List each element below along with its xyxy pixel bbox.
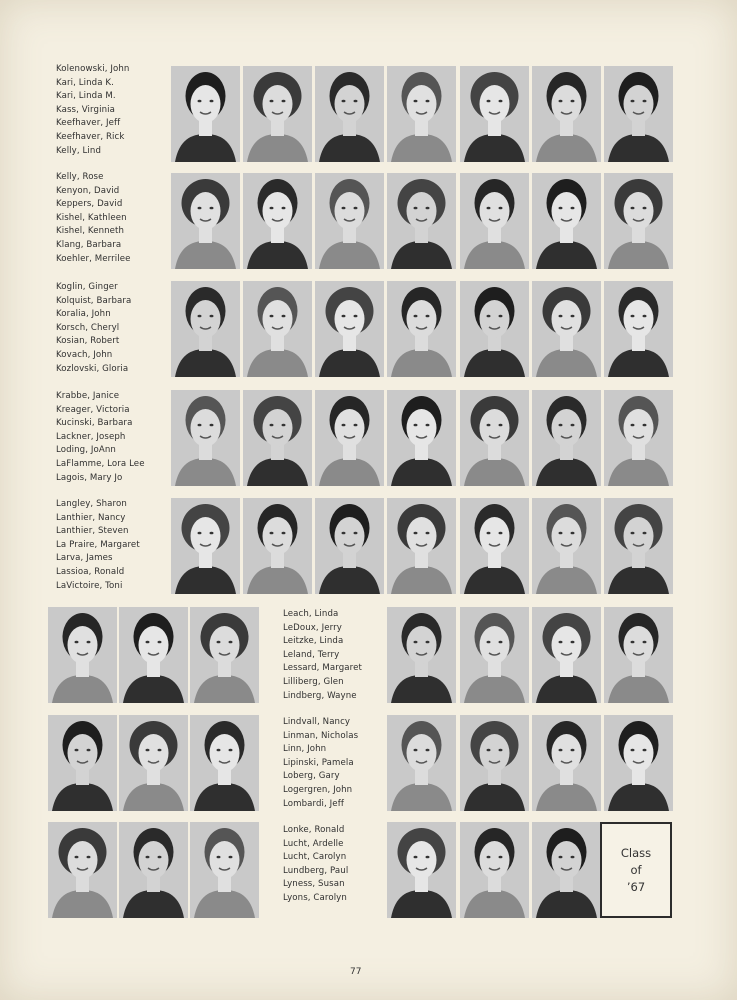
- student-name: Lagois, Mary Jo: [56, 472, 123, 483]
- student-name: Kishel, Kenneth: [56, 226, 125, 237]
- student-portrait: [532, 173, 601, 269]
- student-name: Lipinski, Pamela: [283, 757, 354, 768]
- student-portrait: [243, 66, 312, 162]
- student-name: Kosian, Robert: [56, 336, 120, 347]
- student-name: Kucinski, Barbara: [56, 418, 133, 429]
- student-name: Lonke, Ronald: [283, 825, 345, 835]
- student-name: Kelly, Rose: [56, 172, 104, 182]
- student-name: Loberg, Gary: [283, 771, 340, 782]
- student-portrait: [243, 173, 312, 269]
- student-portrait: [48, 822, 117, 918]
- student-name: Koehler, Merrilee: [56, 253, 131, 264]
- student-name: Lanthier, Steven: [56, 526, 129, 537]
- student-portrait: [460, 173, 529, 269]
- student-name: Leach, Linda: [283, 609, 339, 619]
- name-list-4: [56, 390, 145, 485]
- student-portrait: [460, 498, 529, 594]
- page-number: 77: [350, 967, 362, 977]
- student-portrait: [171, 281, 240, 377]
- student-name: Lucht, Carolyn: [283, 852, 347, 863]
- student-portrait: [532, 281, 601, 377]
- student-portrait: [532, 715, 601, 811]
- class-box-line: of: [630, 862, 642, 877]
- student-portrait: [315, 498, 384, 594]
- student-portrait: [119, 607, 188, 703]
- class-box-line: Class: [620, 845, 652, 860]
- student-name: Leitzke, Linda: [283, 636, 344, 647]
- student-name: LaFlamme, Lora Lee: [56, 458, 145, 469]
- student-name: Kishel, Kathleen: [56, 212, 127, 223]
- student-portrait: [604, 498, 673, 594]
- student-name: Keppers, David: [56, 199, 123, 210]
- student-name: La Praire, Margaret: [56, 539, 140, 550]
- student-portrait: [315, 281, 384, 377]
- student-name: Kolquist, Barbara: [56, 295, 132, 306]
- student-name: Lucht, Ardelle: [283, 838, 344, 849]
- student-name: Klang, Barbara: [56, 239, 122, 250]
- student-portrait: [48, 715, 117, 811]
- student-portrait: [460, 822, 529, 918]
- student-name: Lyness, Susan: [283, 879, 345, 890]
- student-portrait: [387, 66, 456, 162]
- student-portrait: [532, 498, 601, 594]
- student-portrait: [460, 66, 529, 162]
- student-portrait: [119, 822, 188, 918]
- student-portrait: [604, 281, 673, 377]
- student-name: Lessard, Margaret: [283, 663, 362, 674]
- student-portrait: [460, 390, 529, 486]
- student-name: Leland, Terry: [283, 649, 340, 660]
- student-name: Logergren, John: [283, 784, 353, 795]
- student-portrait: [604, 715, 673, 811]
- name-list-5: [56, 498, 140, 593]
- student-name: Kari, Linda K.: [56, 77, 114, 88]
- student-portrait: [243, 390, 312, 486]
- name-list-8: [283, 824, 348, 906]
- student-portrait: [460, 281, 529, 377]
- student-portrait: [387, 607, 456, 703]
- student-portrait: [243, 498, 312, 594]
- student-name: Keefhaver, Rick: [56, 131, 125, 142]
- student-portrait: [387, 822, 456, 918]
- student-name: Keefhaver, Jeff: [56, 118, 121, 129]
- student-name: Linman, Nicholas: [283, 730, 359, 741]
- student-portrait: [171, 66, 240, 162]
- student-portrait: [387, 715, 456, 811]
- student-name: Krabbe, Janice: [56, 391, 120, 401]
- student-name: Lilliberg, Glen: [283, 676, 344, 687]
- student-name: Kass, Virginia: [56, 104, 115, 115]
- student-name: Lundberg, Paul: [283, 865, 349, 876]
- student-portrait: [532, 607, 601, 703]
- student-portrait: [387, 390, 456, 486]
- student-portrait: [604, 66, 673, 162]
- student-portrait: [532, 66, 601, 162]
- student-name: Lanthier, Nancy: [56, 512, 126, 523]
- student-portrait: [171, 498, 240, 594]
- student-name: Kari, Linda M.: [56, 91, 116, 102]
- student-name: LaVictoire, Toni: [56, 580, 123, 591]
- name-list-1: [56, 63, 129, 158]
- student-portrait: [532, 390, 601, 486]
- student-name: Koglin, Ginger: [56, 282, 118, 292]
- student-name: Kenyon, David: [56, 185, 120, 196]
- student-portrait: [387, 173, 456, 269]
- class-box-line: ’67: [626, 879, 646, 894]
- student-portrait: [604, 390, 673, 486]
- student-portrait: [315, 390, 384, 486]
- student-portrait: [48, 607, 117, 703]
- student-name: Kozlovski, Gloria: [56, 363, 129, 374]
- student-name: Lackner, Joseph: [56, 431, 126, 442]
- student-portrait: [190, 607, 259, 703]
- student-portrait: [190, 822, 259, 918]
- student-portrait: [243, 281, 312, 377]
- student-portrait: [190, 715, 259, 811]
- student-name: Lassioa, Ronald: [56, 566, 125, 577]
- name-list-7: [283, 716, 358, 811]
- student-portrait: [119, 715, 188, 811]
- student-portrait: [387, 498, 456, 594]
- name-list-3: [56, 281, 131, 376]
- student-name: Kovach, John: [56, 349, 113, 360]
- student-name: Kolenowski, John: [56, 64, 130, 74]
- student-name: Koralia, John: [56, 309, 111, 320]
- student-portrait: [460, 607, 529, 703]
- name-list-6: [283, 608, 362, 703]
- student-name: LeDoux, Jerry: [283, 622, 342, 633]
- student-portrait: [387, 281, 456, 377]
- student-portrait: [171, 173, 240, 269]
- student-name: Larva, James: [56, 553, 113, 564]
- student-name: Lombardi, Jeff: [283, 798, 344, 809]
- student-name: Loding, JoAnn: [56, 445, 116, 456]
- student-portrait: [171, 390, 240, 486]
- student-portrait: [604, 607, 673, 703]
- student-portrait: [315, 66, 384, 162]
- student-portrait: [532, 822, 601, 918]
- student-name: Korsch, Cheryl: [56, 322, 120, 333]
- name-list-2: [56, 171, 131, 266]
- student-name: Langley, Sharon: [56, 499, 127, 509]
- class-of-67-box: [600, 822, 672, 918]
- student-portrait: [315, 173, 384, 269]
- student-portrait: [460, 715, 529, 811]
- student-name: Lyons, Carolyn: [283, 892, 347, 903]
- student-portrait: [604, 173, 673, 269]
- student-name: Kelly, Lind: [56, 145, 101, 156]
- student-name: Linn, John: [283, 744, 327, 755]
- student-name: Lindvall, Nancy: [283, 717, 351, 727]
- student-name: Lindberg, Wayne: [283, 690, 357, 701]
- student-name: Kreager, Victoria: [56, 404, 130, 415]
